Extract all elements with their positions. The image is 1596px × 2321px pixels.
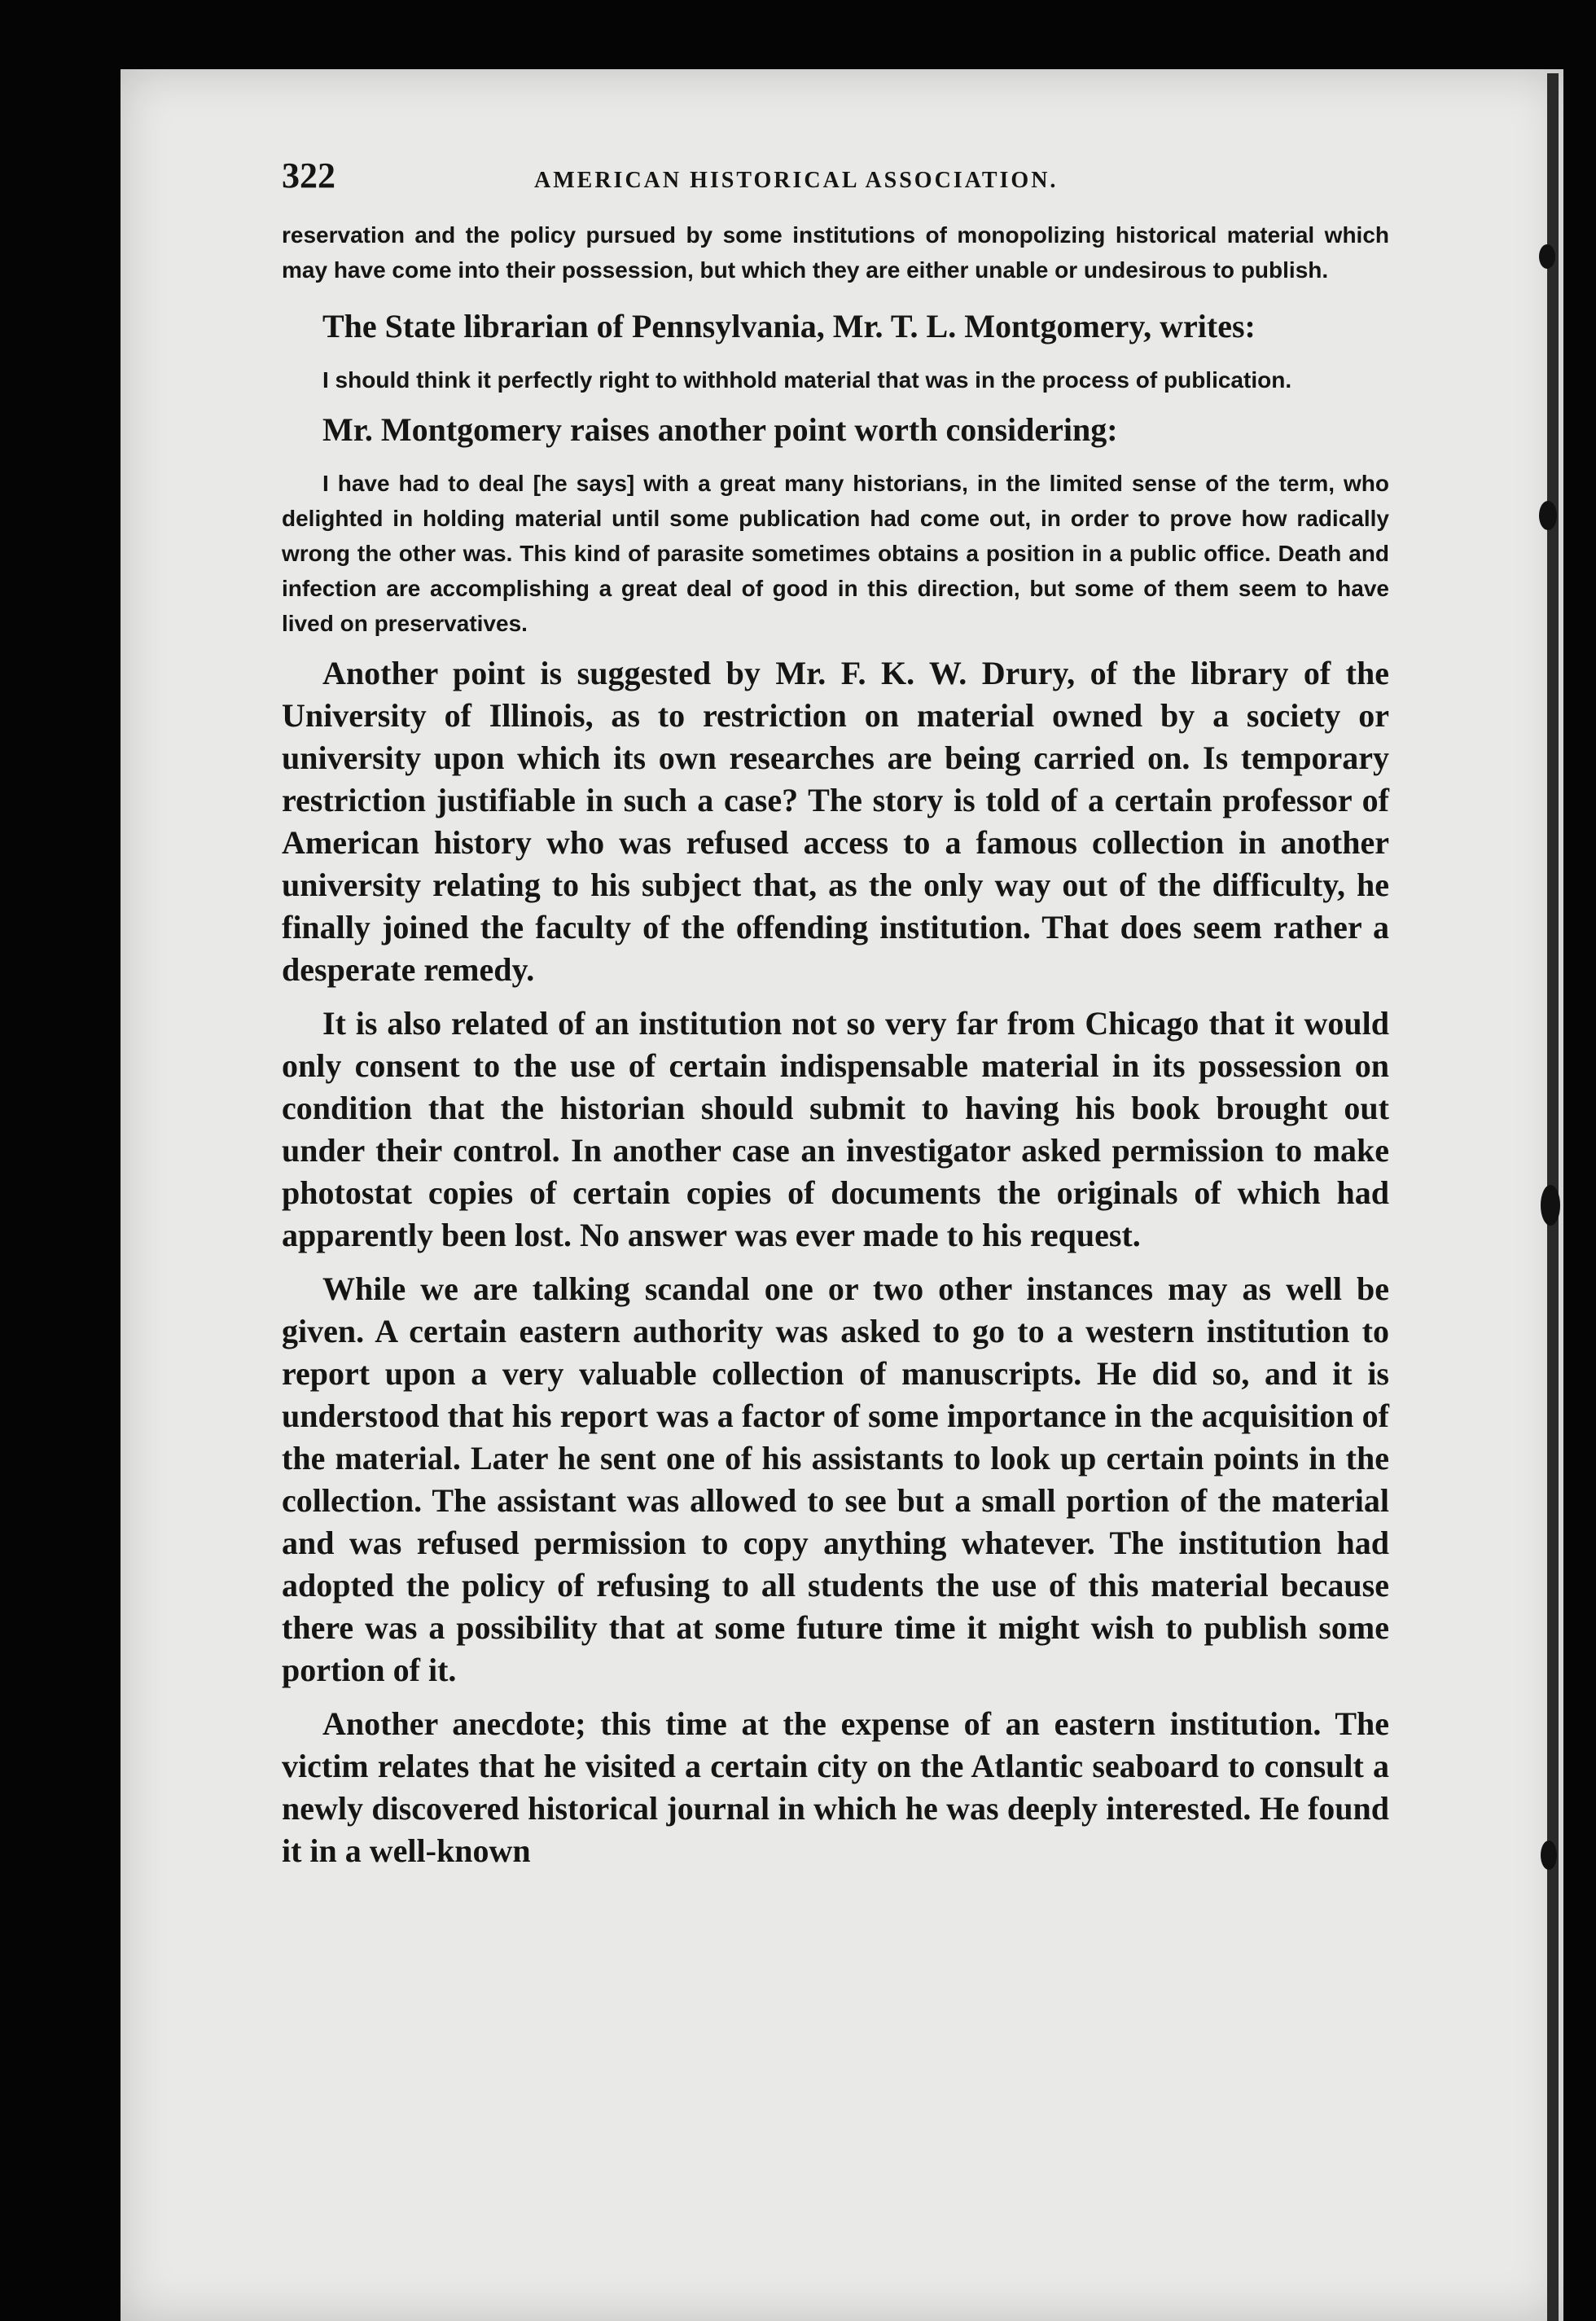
binding-hole-mark: [1541, 1841, 1557, 1870]
body-paragraph: Mr. Montgomery raises another point worth considering:: [322, 411, 1118, 448]
page-content: [282, 155, 1389, 1872]
page-header: [282, 155, 1389, 196]
binding-hole-mark: [1539, 244, 1555, 269]
body-paragraph: The State librarian of Pennsylvania, Mr. T. L. Montgomery, writes:: [322, 308, 1256, 344]
body-paragraph: It is also related of an institution not so very far from Chicago that it would only consent to the use of certain indispensable material in its possession on condition that the historian should submit to having his book brought out under their control. In another case an investigator asked permission to make photostat copies of certain copies of documents the originals of which had apparently been lost. No answer was ever made to his request.: [282, 1005, 1389, 1253]
body-paragraph: Another anecdote; this time at the expense of an eastern institution. The victim relates that he visited a certain city on the Atlantic seaboard to consult a newly discovered historical journal in which he was deeply interested. He found it in a well-known: [282, 1705, 1389, 1869]
running-head: AMERICAN HISTORICAL ASSOCIATION.: [534, 168, 1059, 193]
binding-hole-mark: [1539, 501, 1557, 530]
continued-paragraph: reservation and the policy pursued by some institutions of monopolizing historical material which may have come into their possession, but which they are either unable or undesirous to publish.: [282, 222, 1389, 283]
body-paragraph: While we are talking scandal one or two other instances may as well be given. A certain eastern authority was asked to go to a western institution to report upon a very valuable collection of manuscripts. He did so, and it is understood that his report was a factor of some importance in the acquisition of the material. Later he sent one of his assistants to look up certain points in the collection. The assistant was allowed to see but a small portion of the material and was refused permission to copy anything whatever. The institution had adopted the policy of refusing to all students the use of this material because there was a possibility that at some future time it might wish to publish some portion of it.: [282, 1270, 1389, 1688]
block-quote: I should think it perfectly right to withhold material that was in the process of publication.: [322, 367, 1292, 393]
page-number: 322: [282, 156, 335, 195]
body-paragraph: Another point is suggested by Mr. F. K. W. Drury, of the library of the University of Illinois, as to restriction on material owned by a society or university upon which its own researches are being carried on. Is temporary restriction justifiable in such a case? The story is told of a certain professor of American history who was refused access to a famous collection in another university relating to his subject that, as the only way out of the difficulty, he finally joined the faculty of the offending institution. That does seem rather a desperate remedy.: [282, 655, 1389, 988]
block-quote: I have had to deal [he says] with a great many historians, in the limited sense of the term, who delighted in holding material until some publication had come out, in order to prove how radically wrong the other was. This kind of parasite sometimes obtains a position in a public office. Death and infection are accomplishing a great deal of good in this direction, but some of them seem to have lived on preservatives.: [282, 471, 1389, 636]
binding-hole-mark: [1541, 1185, 1560, 1226]
